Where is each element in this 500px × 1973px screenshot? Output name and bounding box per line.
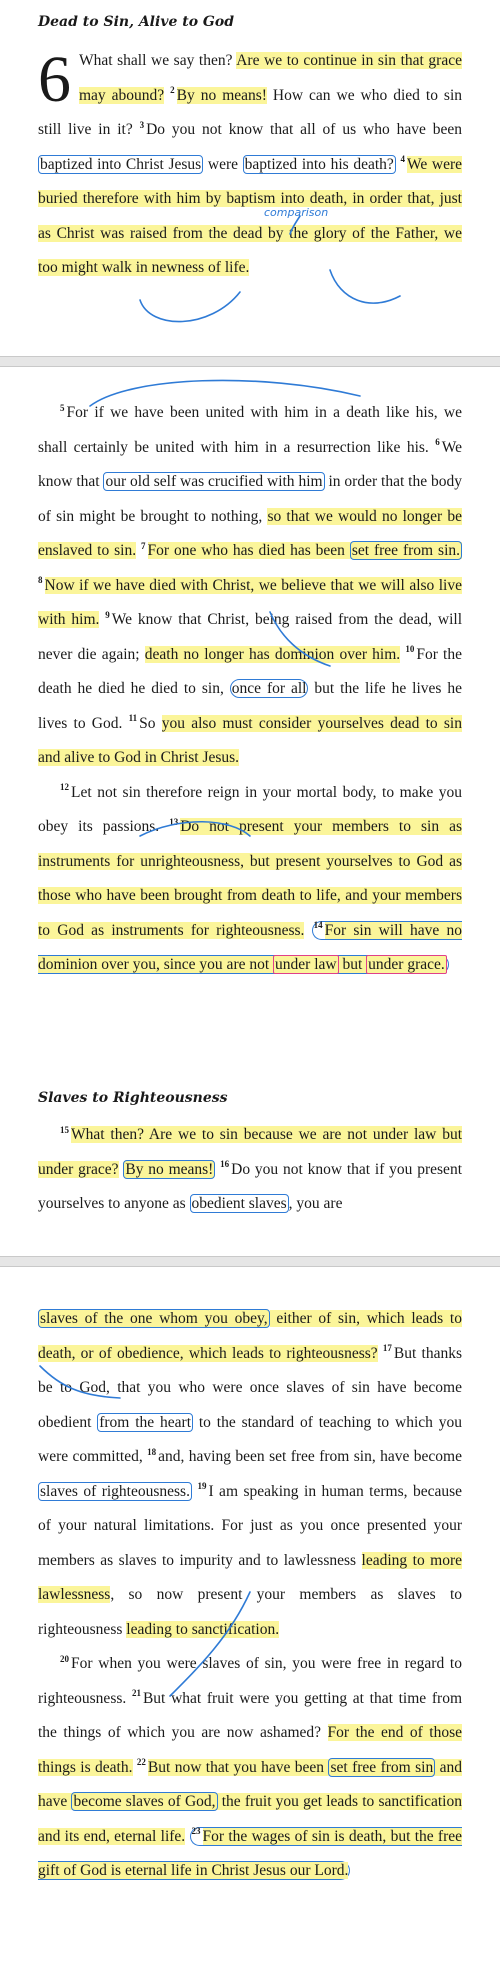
verse-6-highlight: so that we would no longer be enslaved to sin. bbox=[38, 507, 463, 559]
verse-number: 9 bbox=[105, 609, 110, 620]
boxed-phrase: set free from sin bbox=[330, 1758, 434, 1776]
verse-15-highlight: What then? Are we to sin because we are not under law but under grace? bbox=[38, 1126, 462, 1178]
verse-7-highlight bbox=[148, 542, 462, 559]
verse-16-highlight: either of sin, which leads to death, or of obedience, which leads to righteousness? bbox=[38, 1310, 462, 1362]
verse-number: 22 bbox=[136, 1757, 146, 1768]
page-1 bbox=[0, 0, 500, 356]
verse-number: 4 bbox=[400, 154, 405, 165]
verse-8-highlight: Now if we have died with Christ, we believe that we will also live with him. bbox=[38, 576, 462, 628]
verse-14-text: but bbox=[338, 956, 367, 973]
boxed-phrase: our old self was crucified with him bbox=[105, 473, 323, 490]
verse-number: 8 bbox=[38, 575, 43, 586]
boxed-phrase: By no means! bbox=[125, 1160, 214, 1178]
section-heading: Slaves to Righteousness bbox=[38, 1090, 228, 1106]
paragraph bbox=[38, 396, 462, 776]
verses-5-14 bbox=[38, 396, 462, 983]
verse-22-text: the fruit you get leads to sanctification and its end, eternal life. bbox=[38, 1793, 462, 1845]
verse-17-text: to the standard of teaching to which you were committed, bbox=[38, 1413, 462, 1465]
boxed-phrase: baptized into his death? bbox=[244, 155, 394, 173]
boxed-phrase: from the heart bbox=[99, 1413, 191, 1431]
boxed-phrase: obedient slaves bbox=[191, 1195, 287, 1212]
verse-number: 23 bbox=[191, 1826, 201, 1837]
page-3 bbox=[0, 1266, 500, 1973]
verse-1-highlight: Are we to continue in sin that grace may abound? bbox=[79, 52, 462, 104]
verse-number: 7 bbox=[141, 540, 146, 551]
verse-10-text: For the death he died he died to sin, bbox=[38, 645, 462, 697]
verse-number: 16 bbox=[220, 1159, 230, 1170]
verse-5-text: For if we have been united with him in a death like his, we shall certainly be united with him in a resurrection like his. bbox=[38, 404, 462, 456]
verse-number: 12 bbox=[60, 782, 69, 793]
verse-19-text: I am speaking in human terms, because of your natural limitations. For just as you once presented your members as slaves to impurity and to lawlessness bbox=[38, 1482, 462, 1569]
verse-2-highlight: By no means! bbox=[176, 86, 267, 104]
page-2 bbox=[0, 366, 500, 1256]
verse-13-highlight: Do not present your members to sin as instruments for unrighteousness, but present yourselves to God as those who have been brought from death to life, and your members to God as instruments for righteousness. bbox=[38, 818, 462, 939]
paragraph bbox=[38, 1118, 462, 1222]
section-heading: Dead to Sin, Alive to God bbox=[38, 14, 234, 30]
boxed-phrase: become slaves of God, bbox=[73, 1793, 216, 1810]
verse-14-text: For sin will have no dominion over you, since you are not bbox=[38, 921, 462, 973]
verse-21-highlight: For the end of those things is death. bbox=[38, 1724, 462, 1776]
boxed-phrase: slaves of righteousness. bbox=[40, 1482, 190, 1500]
verse-17-text: But thanks be to God, that you who were once slaves of sin have become obedient bbox=[38, 1344, 462, 1431]
verse-number: 6 bbox=[435, 437, 440, 448]
verse-1-text: What shall we say then? bbox=[79, 52, 237, 69]
verse-3-text: Do you not know that all of us who have been bbox=[146, 121, 462, 138]
paragraph bbox=[38, 1647, 462, 1889]
verse-18-text: and, having been set free from sin, have become bbox=[158, 1448, 462, 1465]
verse-number: 2 bbox=[170, 85, 175, 96]
chapter-6-opening bbox=[38, 44, 462, 286]
boxed-phrase: set free from sin. bbox=[351, 542, 460, 559]
verse-9-text: We know that Christ, being raised from the dead, will never die again; bbox=[38, 611, 463, 663]
verse-number: 15 bbox=[60, 1124, 69, 1135]
verse-number: 19 bbox=[197, 1481, 207, 1492]
verse-16-text: , you are bbox=[288, 1195, 343, 1212]
verse-number: 18 bbox=[147, 1446, 157, 1457]
verse-number: 10 bbox=[405, 644, 415, 655]
verse-11-highlight: you also must consider yourselves dead to sin and alive to God in Christ Jesus. bbox=[38, 714, 462, 766]
paragraph bbox=[38, 776, 462, 983]
verse-number: 3 bbox=[139, 119, 145, 130]
verse-7-text: For one who has died has been bbox=[147, 542, 350, 559]
verse-23-highlight: For the wages of sin is death, but the free gift of God is eternal life in Christ Jesus our Lord. bbox=[38, 1827, 463, 1879]
verse-16-text: Do you not know that if you present yourselves to anyone as bbox=[38, 1160, 462, 1212]
verse-21-text: But what fruit were you getting at that time from the things of which you are now ashamed? bbox=[38, 1689, 462, 1741]
verse-6-text: We know that bbox=[38, 438, 462, 490]
handwritten-note: comparison bbox=[264, 206, 329, 219]
verses-16-23 bbox=[38, 1302, 462, 1889]
verse-19-highlight: leading to more lawlessness bbox=[38, 1551, 463, 1603]
verse-number: 20 bbox=[60, 1653, 69, 1664]
verse-number: 21 bbox=[131, 1688, 141, 1699]
verse-3-text: were bbox=[203, 155, 243, 173]
verses-15-16 bbox=[38, 1118, 462, 1222]
verse-number: 5 bbox=[60, 402, 65, 413]
boxed-phrase: slaves of the one whom you obey, bbox=[40, 1310, 268, 1327]
verse-number: 14 bbox=[313, 920, 323, 931]
verse-6-text: in order that the body of sin might be brought to nothing, bbox=[38, 473, 462, 525]
circled-phrase: once for all bbox=[231, 680, 307, 697]
chapter-number: 6 bbox=[38, 43, 71, 116]
boxed-phrase: baptized into Christ Jesus bbox=[40, 155, 202, 173]
verse-20-text: For when you were slaves of sin, you were free in regard to righteousness. bbox=[38, 1655, 462, 1707]
paragraph bbox=[38, 44, 462, 286]
verse-12-text: Let not sin therefore reign in your mortal body, to make you obey its passions. bbox=[38, 783, 462, 835]
verse-number: 17 bbox=[382, 1343, 392, 1354]
paragraph bbox=[38, 1302, 462, 1647]
verse-19-highlight: leading to sanctification. bbox=[126, 1620, 280, 1638]
verse-22-text: and have bbox=[38, 1758, 462, 1810]
verse-19-text: , so now present your members as slaves to righteousness bbox=[38, 1586, 462, 1638]
verse-22-text: But now that you have been bbox=[147, 1758, 329, 1776]
pink-boxed-phrase: under law bbox=[275, 956, 337, 973]
verse-4-highlight: We were buried therefore with him by baptism into death, in order that, just as Christ was raised from the dead by the glory of the Father, we too might walk in newness of life. bbox=[38, 155, 462, 276]
verse-number: 11 bbox=[128, 713, 138, 724]
verse-2-text: How can we who died to sin still live in it? bbox=[38, 86, 462, 138]
verse-10-text: but the life he lives he lives to God. bbox=[38, 680, 463, 732]
verse-11-text: So bbox=[139, 714, 162, 732]
verse-number: 13 bbox=[169, 816, 179, 827]
pink-boxed-phrase: under grace. bbox=[368, 956, 445, 973]
verse-9-highlight: death no longer has dominion over him. bbox=[144, 645, 401, 663]
